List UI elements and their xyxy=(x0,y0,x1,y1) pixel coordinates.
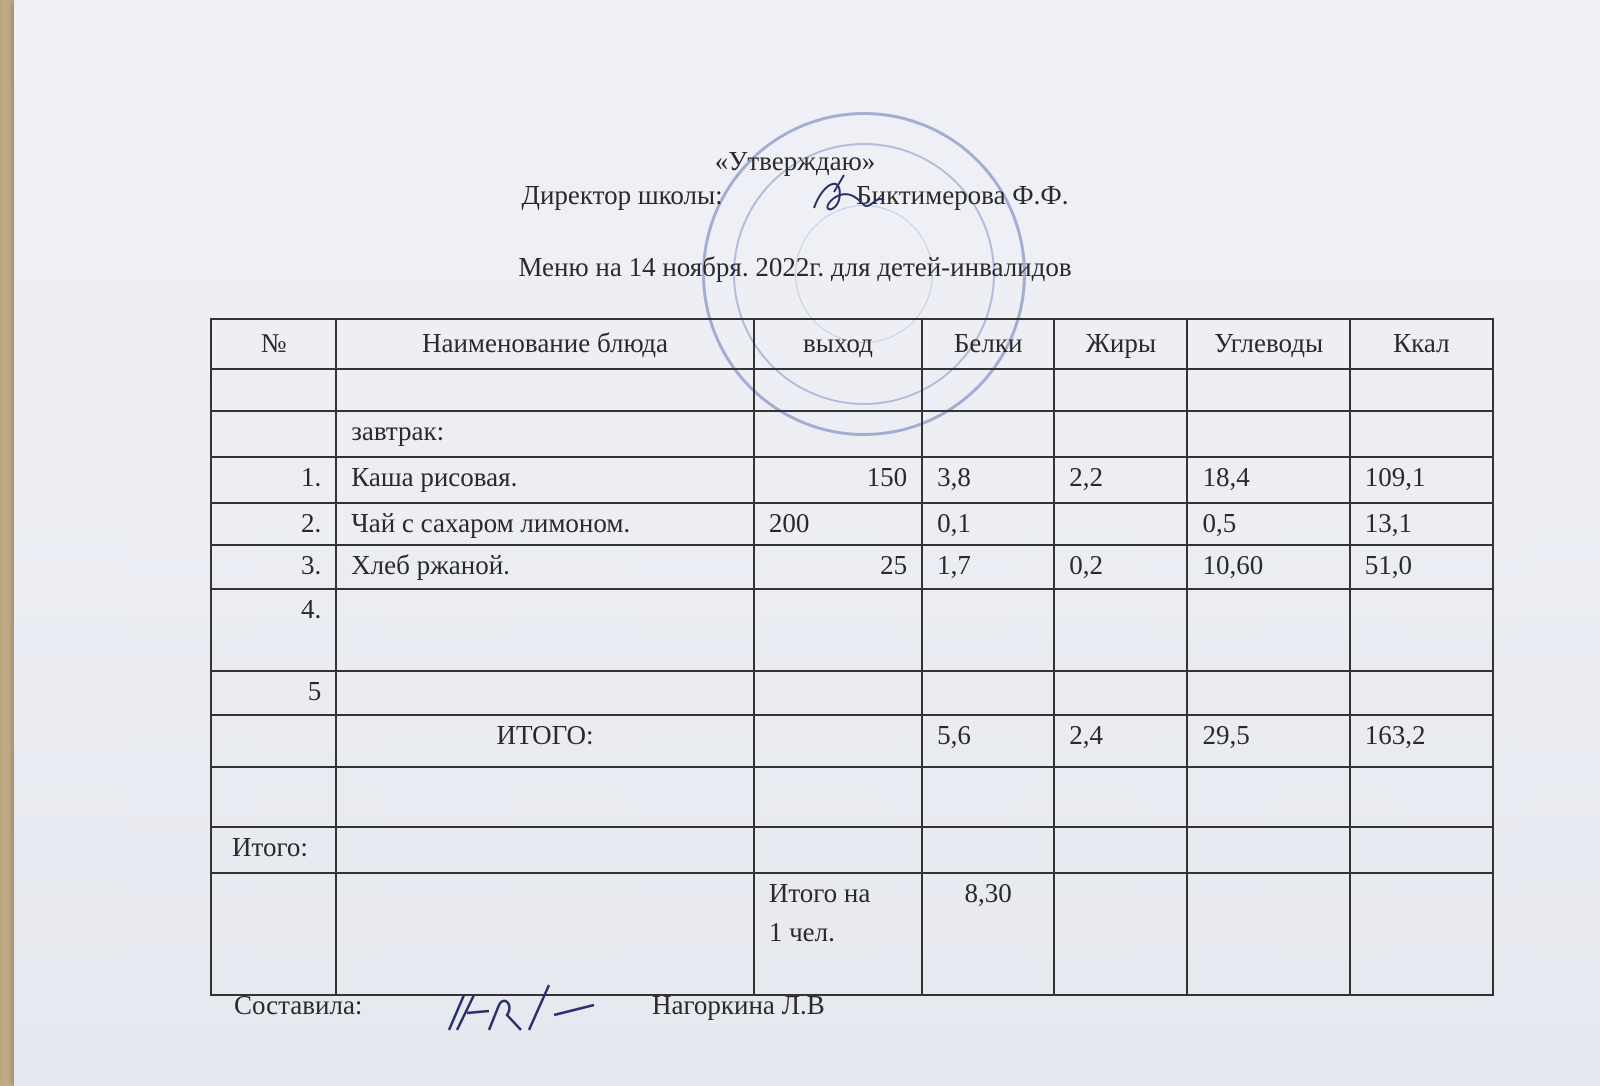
dish-kcal: 13,1 xyxy=(1350,503,1493,545)
row-number: 3. xyxy=(211,545,336,589)
dish-kcal: 51,0 xyxy=(1350,545,1493,589)
director-signature xyxy=(804,170,894,220)
table-row xyxy=(211,503,1493,545)
dish-proteins: 3,8 xyxy=(922,457,1054,503)
dish-name: Чай с сахаром лимоном. xyxy=(336,503,754,545)
row-number: 2. xyxy=(211,503,336,545)
menu-table xyxy=(210,318,1494,996)
table-row xyxy=(211,457,1493,503)
per-person-value: 8,30 xyxy=(922,873,1054,995)
table-row xyxy=(211,545,1493,589)
table-header-row xyxy=(211,319,1493,369)
subtotal-carbs: 29,5 xyxy=(1187,715,1349,767)
total-label: Итого: xyxy=(211,827,336,873)
dish-fats xyxy=(1054,503,1187,545)
col-header-output: выход xyxy=(754,319,922,369)
per-person-label-line1: Итого на xyxy=(768,878,871,908)
menu-title: Меню на 14 ноября. 2022г. для детей-инвалидов xyxy=(518,252,1072,282)
composer-signature xyxy=(429,975,599,1045)
director-label: Директор школы: xyxy=(521,180,723,210)
subtotal-fats: 2,4 xyxy=(1054,715,1187,767)
footer-composed xyxy=(234,990,825,1021)
dish-carbs: 18,4 xyxy=(1187,457,1349,503)
dish-output: 25 xyxy=(754,545,922,589)
col-header-kcal: Ккал xyxy=(1350,319,1493,369)
total-row xyxy=(211,827,1493,873)
subtotal-kcal: 163,2 xyxy=(1350,715,1493,767)
col-header-proteins: Белки xyxy=(922,319,1054,369)
dish-proteins: 1,7 xyxy=(922,545,1054,589)
document-page xyxy=(14,0,1600,1086)
dish-output: 150 xyxy=(754,457,922,503)
approval-heading: «Утверждаю» xyxy=(714,146,876,176)
row-number: 1. xyxy=(211,457,336,503)
director-line xyxy=(2,180,1588,211)
table-row xyxy=(211,589,1493,671)
section-row xyxy=(211,411,1493,457)
subtotal-row xyxy=(211,715,1493,767)
composed-name: Нагоркина Л.В xyxy=(652,990,825,1020)
composed-label: Составила: xyxy=(234,990,363,1020)
col-header-fats: Жиры xyxy=(1054,319,1187,369)
table-row xyxy=(211,369,1493,411)
dish-name: Каша рисовая. xyxy=(336,457,754,503)
dish-kcal: 109,1 xyxy=(1350,457,1493,503)
dish-carbs: 0,5 xyxy=(1187,503,1349,545)
dish-output: 200 xyxy=(754,503,922,545)
director-name: Биктимерова Ф.Ф. xyxy=(856,180,1069,210)
col-header-name: Наименование блюда xyxy=(336,319,754,369)
dish-fats: 2,2 xyxy=(1054,457,1187,503)
col-header-carbs: Углеводы xyxy=(1187,319,1349,369)
section-label: завтрак: xyxy=(336,411,754,457)
dish-proteins: 0,1 xyxy=(922,503,1054,545)
subtotal-proteins: 5,6 xyxy=(922,715,1054,767)
per-person-label-line2: 1 чел. xyxy=(768,917,835,948)
dish-carbs: 10,60 xyxy=(1187,545,1349,589)
row-number: 4. xyxy=(211,589,336,671)
col-header-num: № xyxy=(211,319,336,369)
dish-name: Хлеб ржаной. xyxy=(336,545,754,589)
table-row xyxy=(211,671,1493,715)
row-number: 5 xyxy=(211,671,336,715)
per-person-label xyxy=(754,873,922,995)
subtotal-label: ИТОГО: xyxy=(336,715,754,767)
per-person-row xyxy=(211,873,1493,995)
dish-fats: 0,2 xyxy=(1054,545,1187,589)
table-row xyxy=(211,767,1493,827)
